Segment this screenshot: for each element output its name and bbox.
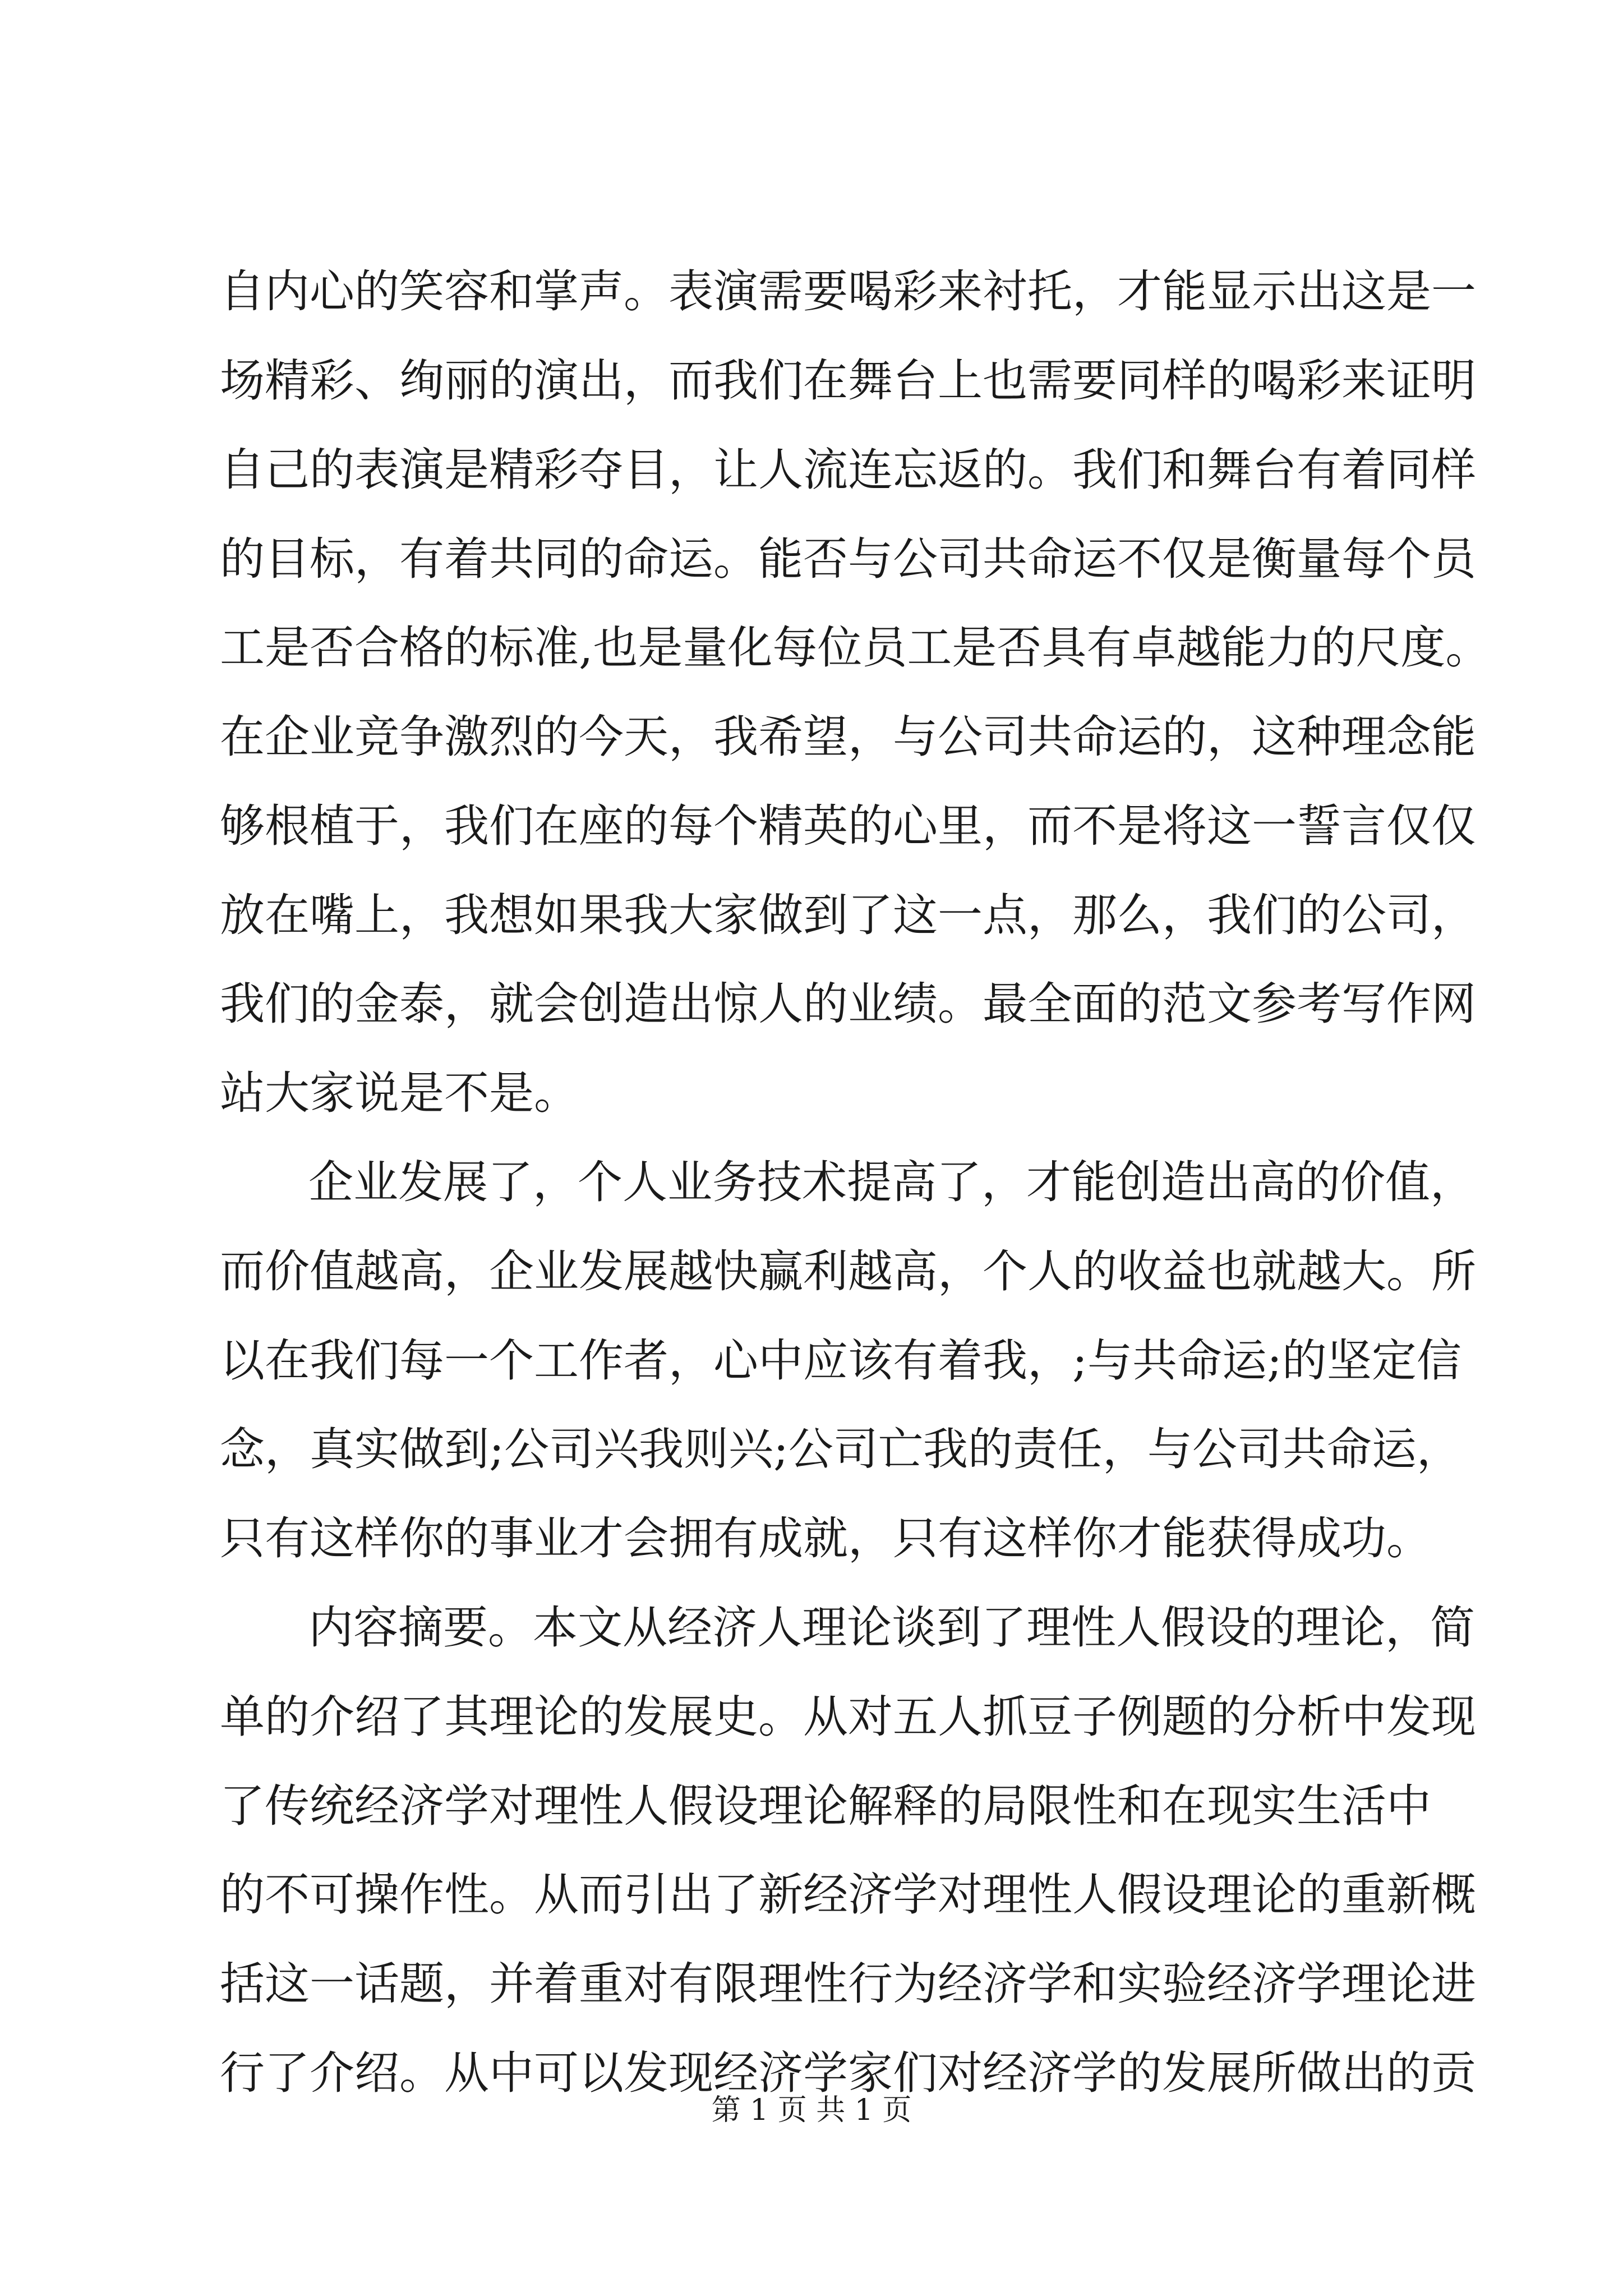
text-line: 了传统经济学对理性人假设理论解释的局限性和在现实生活中 bbox=[220, 1780, 1431, 1832]
text-line: 括这一话题，并着重对有限理性行为经济学和实验经济学理论进 bbox=[220, 1958, 1476, 2010]
text-line: 自己的表演是精彩夺目，让人流连忘返的。我们和舞台有着同样 bbox=[220, 444, 1476, 496]
text-line: 而价值越高，企业发展越快赢利越高，个人的收益也就越大。所 bbox=[220, 1245, 1476, 1297]
text-line: 工是否合格的标准,也是量化每位员工是否具有卓越能力的尺度。 bbox=[220, 622, 1491, 674]
text-line: 够根植于，我们在座的每个精英的心里，而不是将这一誓言仅仅 bbox=[220, 800, 1476, 852]
text-line: 场精彩、绚丽的演出，而我们在舞台上也需要同样的喝彩来证明 bbox=[220, 355, 1476, 407]
text-line: 以在我们每一个工作者，心中应该有着我，;与共命运;的坚定信 bbox=[220, 1335, 1461, 1387]
text-line: 内容摘要。本文从经济人理论谈到了理性人假设的理论，简 bbox=[308, 1602, 1475, 1654]
text-line: 站大家说是不是。 bbox=[220, 1067, 579, 1119]
text-line: 在企业竞争激烈的今天，我希望，与公司共命运的，这种理念能 bbox=[220, 711, 1476, 763]
text-line: 放在嘴上，我想如果我大家做到了这一点，那么，我们的公司， bbox=[220, 889, 1476, 941]
text-line: 的不可操作性。从而引出了新经济学对理性人假设理论的重新概 bbox=[220, 1869, 1476, 1921]
text-line: 只有这样你的事业才会拥有成就，只有这样你才能获得成功。 bbox=[220, 1512, 1431, 1565]
text-line: 自内心的笑容和掌声。表演需要喝彩来衬托，才能显示出这是一 bbox=[220, 265, 1476, 318]
text-line: 念，真实做到;公司兴我则兴;公司亡我的责任，与公司共命运， bbox=[220, 1423, 1461, 1475]
text-line: 行了介绍。从中可以发现经济学家们对经济学的发展所做出的贡 bbox=[220, 2047, 1476, 2099]
text-line: 单的介绍了其理论的发展史。从对五人抓豆子例题的分析中发现 bbox=[220, 1691, 1476, 1743]
text-line: 的目标，有着共同的命运。能否与公司共命运不仅是衡量每个员 bbox=[220, 533, 1476, 585]
page-number-footer: 第 1 页 共 1 页 bbox=[711, 2093, 912, 2127]
text-line: 我们的金泰，就会创造出惊人的业绩。最全面的范文参考写作网 bbox=[220, 978, 1476, 1030]
text-line: 企业发展了，个人业务技术提高了，才能创造出高的价值， bbox=[308, 1156, 1475, 1208]
